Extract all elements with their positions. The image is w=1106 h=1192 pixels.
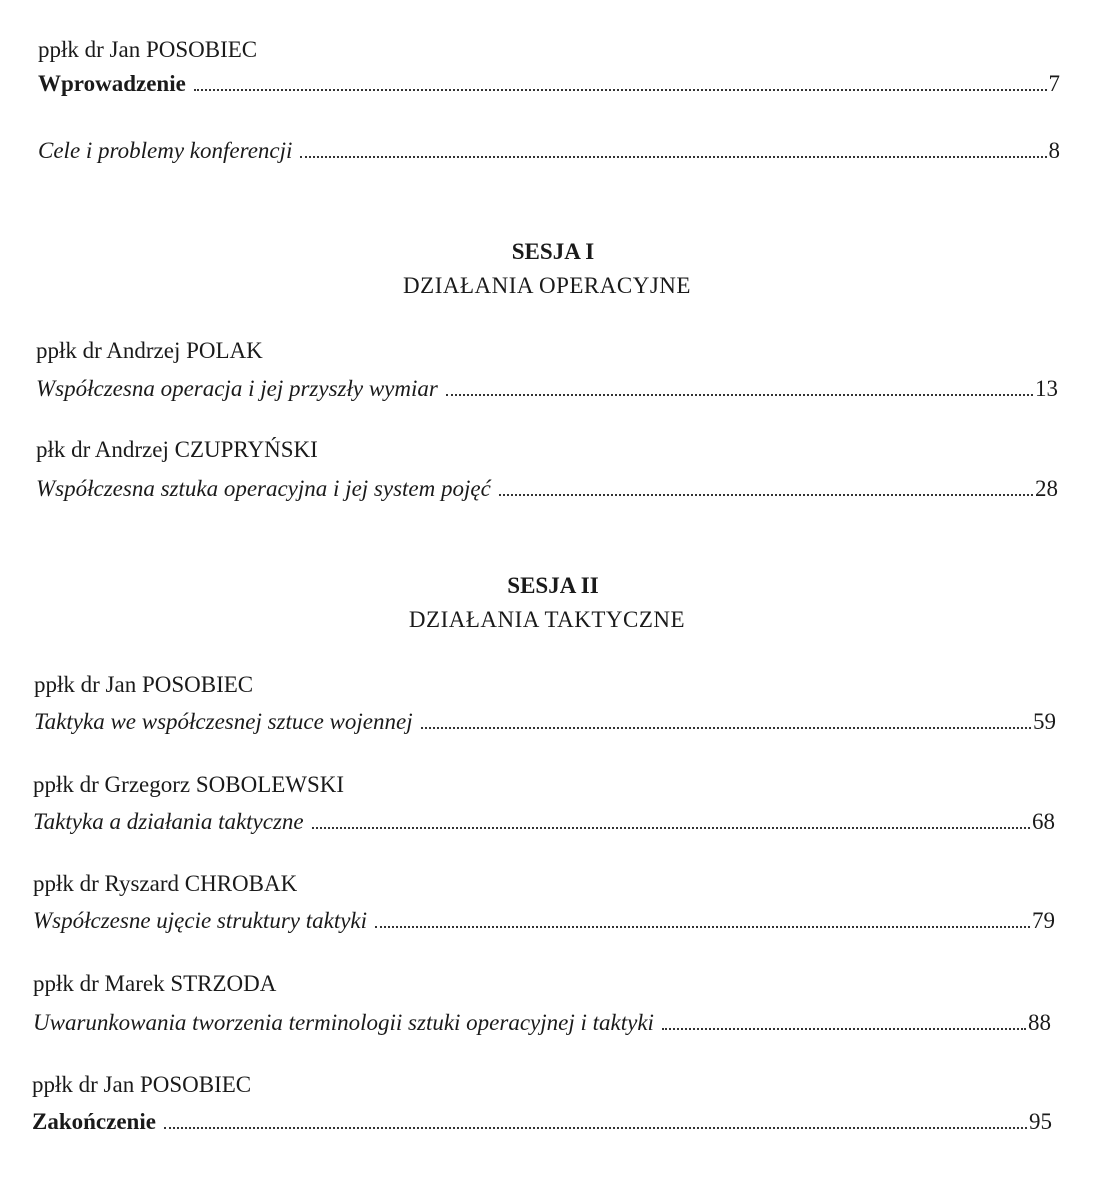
toc-entry-page: 95: [1029, 1109, 1052, 1134]
toc-entry-wprowadzenie: [38, 70, 1060, 98]
session-2-entry-3-author: ppłk dr Ryszard CHROBAK: [33, 871, 298, 896]
toc-entry-page: 8: [1048, 138, 1060, 163]
toc-entry-cele: [38, 137, 1060, 165]
closing-author: ppłk dr Jan POSOBIEC: [32, 1072, 252, 1097]
session-2-entry-4-author: ppłk dr Marek STRZODA: [33, 971, 277, 996]
toc-entry-session-2-3: [33, 907, 1055, 935]
dot-leader: [300, 156, 1046, 158]
dot-leader: [312, 827, 1030, 829]
toc-entry-title: Cele i problemy konferencji: [38, 138, 293, 163]
toc-entry-page: 28: [1035, 476, 1058, 501]
toc-entry-session-2-2: [33, 808, 1055, 836]
dot-leader: [499, 494, 1033, 496]
toc-entry-page: 59: [1033, 709, 1056, 734]
toc-entry-session-2-1: [34, 708, 1056, 736]
session-2-heading: SESJA II: [507, 573, 599, 598]
toc-entry-title: Wprowadzenie: [38, 71, 186, 96]
session-1-heading: SESJA I: [511, 239, 595, 264]
toc-entry-zakonczenie: [32, 1108, 1052, 1136]
session-2-entry-1-author: ppłk dr Jan POSOBIEC: [34, 672, 254, 697]
toc-entry-title: Taktyka we współczesnej sztuce wojennej: [34, 709, 413, 734]
session-1-entry-1-author: ppłk dr Andrzej POLAK: [36, 338, 263, 363]
dot-leader: [375, 926, 1030, 928]
toc-entry-page: 7: [1048, 71, 1060, 96]
toc-entry-title: Uwarunkowania tworzenia terminologii sztuki operacyjnej i taktyki: [33, 1010, 654, 1035]
toc-entry-session-1-1: [36, 375, 1058, 403]
toc-entry-page: 79: [1032, 908, 1055, 933]
dot-leader: [421, 727, 1031, 729]
session-2-entry-2-author: ppłk dr Grzegorz SOBOLEWSKI: [33, 772, 345, 797]
toc-entry-page: 68: [1032, 809, 1055, 834]
toc-entry-session-1-2: [36, 475, 1058, 503]
toc-entry-session-2-4: [33, 1009, 1051, 1037]
session-1-entry-2-author: płk dr Andrzej CZUPRYŃSKI: [36, 437, 318, 462]
dot-leader: [662, 1028, 1026, 1030]
toc-entry-title: Współczesna sztuka operacyjna i jej system pojęć: [36, 476, 491, 501]
toc-entry-title: Zakończenie: [32, 1109, 156, 1134]
toc-entry-title: Współczesne ujęcie struktury taktyki: [33, 908, 368, 933]
intro-author: ppłk dr Jan POSOBIEC: [38, 37, 258, 62]
dot-leader: [164, 1127, 1027, 1129]
toc-entry-title: Współczesna operacja i jej przyszły wymiar: [36, 376, 438, 401]
dot-leader: [194, 89, 1047, 91]
dot-leader: [446, 394, 1033, 396]
toc-entry-page: 88: [1028, 1010, 1051, 1035]
toc-entry-page: 13: [1035, 376, 1058, 401]
toc-entry-title: Taktyka a działania taktyczne: [33, 809, 304, 834]
session-1-subheading: DZIAŁANIA OPERACYJNE: [403, 273, 691, 298]
session-2-subheading: DZIAŁANIA TAKTYCZNE: [408, 607, 686, 632]
